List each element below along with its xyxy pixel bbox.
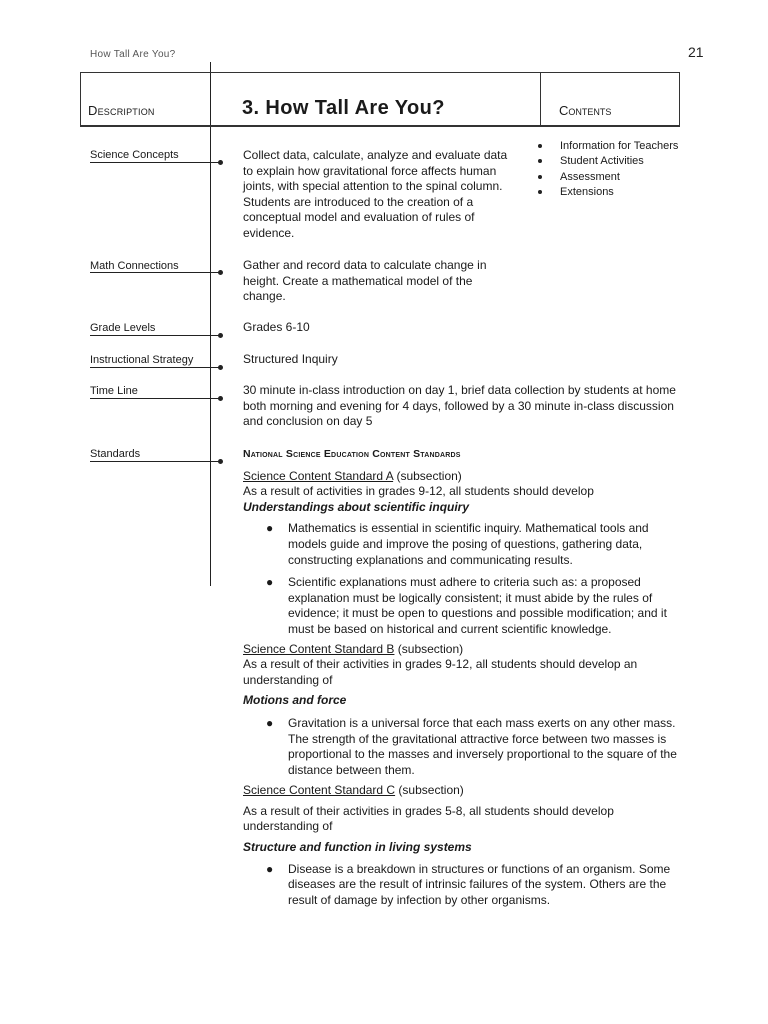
- standards-rule: [90, 461, 220, 462]
- bullet-icon: ●: [266, 521, 274, 536]
- bullet-icon: ●: [266, 575, 274, 590]
- standards-label: Standards: [90, 448, 141, 460]
- bullet-item: [243, 716, 683, 778]
- spine-line: [210, 62, 211, 586]
- bullet-icon: [538, 190, 542, 194]
- standard-b-suffix: (subsection): [394, 641, 464, 656]
- standard-b-line: [243, 642, 683, 658]
- row-connector-dot: [218, 160, 223, 165]
- bullet-icon: [538, 144, 542, 148]
- contents-label: Contents: [559, 103, 612, 118]
- standards-section: [243, 447, 683, 908]
- bullet-icon: [538, 175, 542, 179]
- standard-b-topic: Motions and force: [243, 693, 347, 708]
- grade-levels-rule: [90, 335, 220, 336]
- row-connector-dot: [218, 365, 223, 370]
- instructional-strategy-rule: [90, 367, 220, 368]
- standard-c-topic: Structure and function in living systems: [243, 840, 472, 855]
- page-number: 21: [688, 44, 704, 60]
- science-concepts-label: Science Concepts: [90, 149, 179, 161]
- standard-a-topic: Understandings about scientific inquiry: [243, 499, 470, 514]
- bullet-item: [243, 521, 683, 568]
- standard-c-link: Science Content Standard C: [243, 783, 396, 798]
- math-connections-text: Gather and record data to calculate change in height. Create a mathematical model of the change.: [243, 258, 487, 304]
- science-concepts-text: Collect data, calculate, analyze and evaluate data to explain how gravitational force affects human joints, with special attention to the spinal column. Students are introduced to the creation of a conceptual model and evaluation of rules of evidence.: [243, 148, 508, 240]
- standards-heading: National Science Education Content Standards: [243, 448, 461, 460]
- bullet-item: [243, 575, 683, 637]
- page-title: 3. How Tall Are You?: [242, 97, 445, 119]
- bullet-text: Disease is a breakdown in structures or functions of an organism. Some diseases are the result of intrinsic failures of the system. Others are the result of damage by infection by other organisms.: [288, 861, 671, 907]
- standard-c-line: [243, 783, 683, 799]
- instructional-strategy-label: Instructional Strategy: [90, 354, 194, 366]
- grade-levels-text: Grades 6-10: [243, 320, 310, 334]
- contents-item: [540, 154, 680, 169]
- math-connections-rule: [90, 272, 220, 273]
- standard-c-suffix: (subsection): [395, 783, 464, 798]
- standard-a-link: Science Content Standard A: [243, 468, 394, 483]
- standard-a-suffix: (subsection): [393, 468, 462, 483]
- running-head: How Tall Are You?: [90, 49, 176, 60]
- time-line-label: Time Line: [90, 385, 138, 397]
- standard-b-link: Science Content Standard B: [243, 641, 395, 656]
- contents-item-label: Extensions: [560, 186, 614, 199]
- standard-c-intro: As a result of their activities in grades 5-8, all students should develop understanding of: [243, 803, 614, 834]
- science-concepts-rule: [90, 162, 220, 163]
- row-connector-dot: [218, 270, 223, 275]
- time-line-text: 30 minute in-class introduction on day 1, brief data collection by students at home both morning and evening for 4 days, followed by a 30 minute in-class discussion and conclusion on day 5: [243, 383, 676, 429]
- instructional-strategy-text: Structured Inquiry: [243, 352, 338, 366]
- contents-item: [540, 170, 680, 185]
- time-line-rule: [90, 398, 220, 399]
- standard-b-intro: As a result of their activities in grades 9-12, all students should develop an understanding of: [243, 657, 638, 687]
- bullet-text: Scientific explanations must adhere to criteria such as: a proposed explanation must be logically consistent; it must abide by the rules of evidence; it must be open to questions and possible modification; and it must be based on historical and current scientific knowledge.: [288, 575, 667, 636]
- contents-list: [540, 139, 680, 201]
- bullet-text: Gravitation is a universal force that each mass exerts on any other mass. The strength of the gravitational attractive force between two masses is proportional to the masses and inversely proportional to the square of the distance between them.: [288, 715, 677, 777]
- bullet-icon: ●: [266, 715, 274, 730]
- header-separator: [540, 72, 541, 126]
- bullet-icon: [538, 159, 542, 163]
- contents-item-label: Student Activities: [560, 155, 644, 168]
- bullet-item: [243, 862, 683, 909]
- header-bottom-rule: [80, 126, 680, 127]
- contents-item: [540, 185, 680, 200]
- standard-a-line: [243, 469, 683, 485]
- row-connector-dot: [218, 333, 223, 338]
- math-connections-label: Math Connections: [90, 260, 179, 272]
- bullet-icon: ●: [266, 861, 274, 876]
- contents-item-label: Information for Teachers: [560, 140, 679, 152]
- grade-levels-label: Grade Levels: [90, 322, 156, 334]
- description-label: Description: [88, 103, 155, 118]
- contents-item: [540, 139, 680, 154]
- bullet-text: Mathematics is essential in scientific inquiry. Mathematical tools and models guide and improve the posing of questions, gathering data, constructing explanations and communicating results.: [288, 521, 649, 567]
- contents-item-label: Assessment: [560, 170, 620, 183]
- row-connector-dot: [218, 459, 223, 464]
- row-connector-dot: [218, 396, 223, 401]
- standard-a-intro: As a result of activities in grades 9-12, all students should develop: [243, 484, 594, 499]
